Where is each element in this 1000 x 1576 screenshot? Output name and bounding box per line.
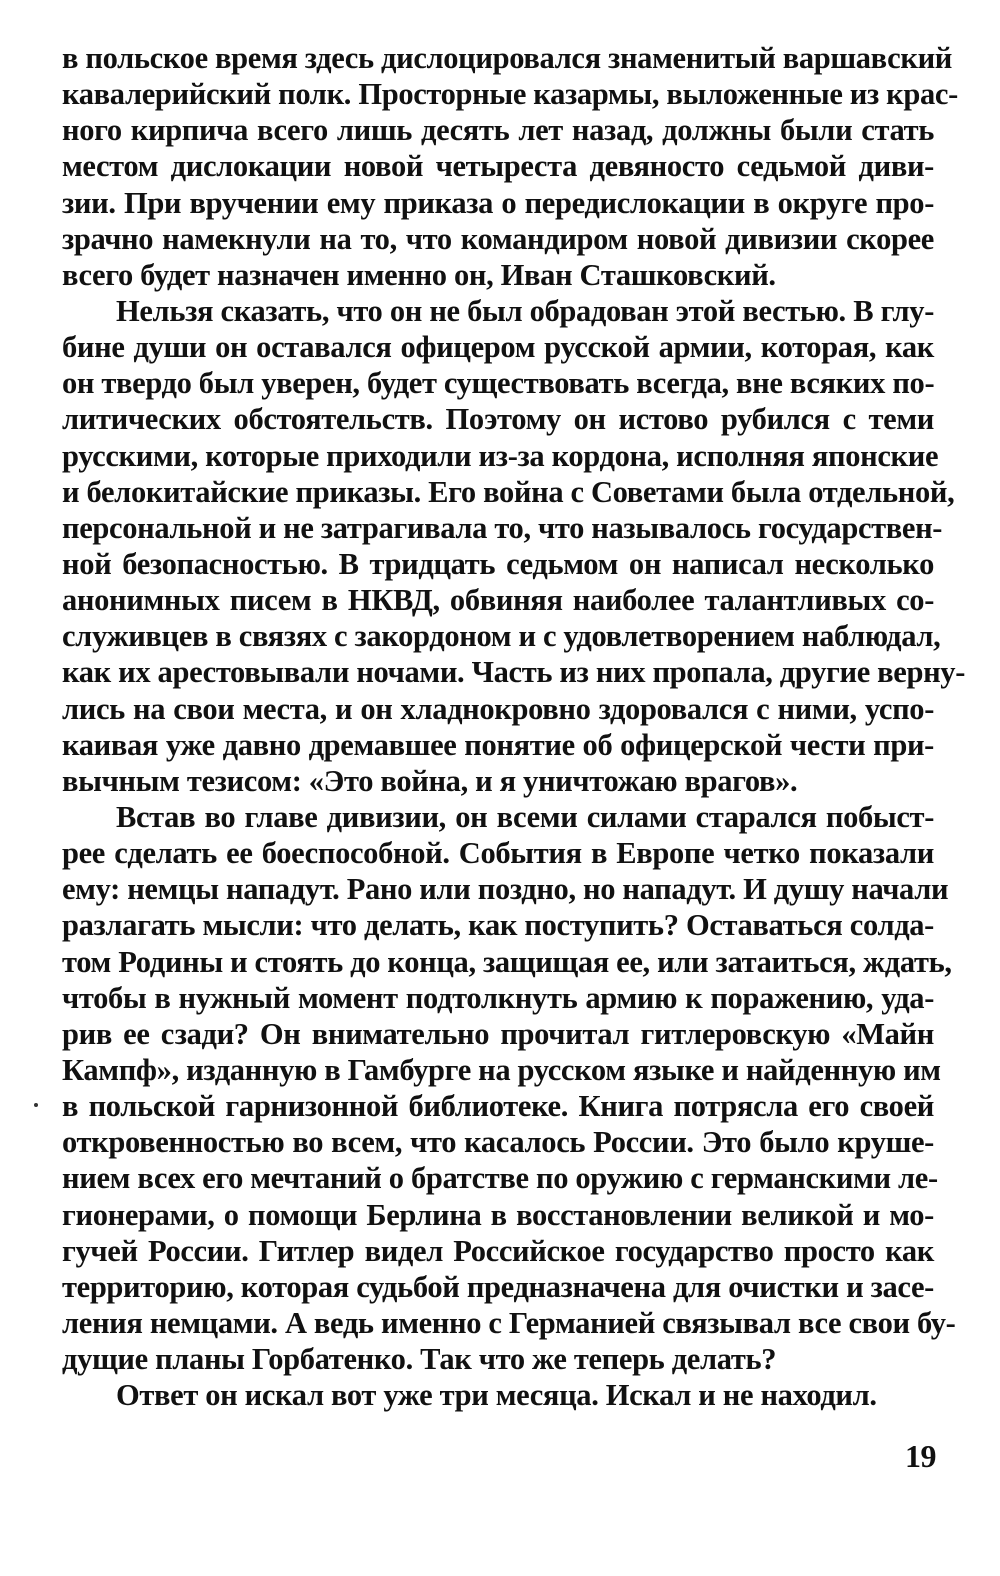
text-line: анонимных писем в НКВД, обвиняя наиболее талантливых со- (62, 583, 934, 618)
text-line: ему: немцы нападут. Рано или поздно, но нападут. И душу начали (62, 872, 949, 907)
text-line: откровенностью во всем, что касалось России. Это было круше- (62, 1125, 934, 1160)
paragraph (62, 799, 956, 1377)
text-line: территорию, которая судьбой предназначена для очистки и засе- (62, 1269, 934, 1304)
paragraph (62, 293, 966, 799)
text-line: гучей России. Гитлер видел Российское государство просто как (62, 1233, 934, 1268)
text-line: разлагать мысли: что делать, как поступить? Оставаться солда- (62, 908, 934, 943)
text-line: ной безопасностью. В тридцать седьмом он написал несколько (62, 546, 934, 581)
text-line: Кампф», изданную в Гамбурге на русском языке и найденную им (62, 1052, 941, 1087)
text-line: местом дислокации новой четыреста девяносто седьмой диви- (62, 149, 934, 184)
text-line: вычным тезисом: «Это война, и я уничтожаю врагов». (62, 763, 798, 798)
text-line: том Родины и стоять до конца, защищая ее, или затаиться, ждать, (62, 944, 952, 979)
text-line: рее сделать ее боеспособной. События в Европе четко показали (62, 836, 934, 871)
text-line: лись на свои места, и он хладнокровно здоровался с ними, успо- (62, 691, 934, 726)
text-line: ного кирпича всего лишь десять лет назад, должны были стать (62, 113, 934, 148)
text-line: и белокитайские приказы. Его война с Советами была отдельной, (62, 474, 955, 509)
text-line: зрачно намекнули на то, что командиром новой дивизии скорее (62, 221, 934, 256)
page-number: 19 (905, 1438, 936, 1474)
text-line: кавалерийский полк. Просторные казармы, выложенные из крас- (62, 77, 958, 112)
text-line: чтобы в нужный момент подтолкнуть армию к поражению, уда- (62, 980, 934, 1015)
text-line: нием всех его мечтаний о братстве по оружию с германскими ле- (62, 1161, 938, 1196)
text-line: Нельзя сказать, что он не был обрадован этой вестью. В глу- (116, 293, 934, 328)
text-line: русскими, которые приходили из-за кордона, исполняя японские (62, 438, 939, 473)
text-line: дущие планы Горбатенко. Так что же теперь делать? (62, 1342, 777, 1377)
paragraph (62, 40, 958, 293)
text-line: каивая уже давно дремавшее понятие об офицерской чести при- (62, 727, 934, 762)
paragraph (62, 1377, 934, 1413)
text-line: служивцев в связях с закордоном и с удовлетворением наблюдал, (62, 619, 941, 654)
text-line: он твердо был уверен, будет существовать всегда, вне всяких по- (62, 366, 935, 401)
text-line: зии. При вручении ему приказа о передислокации в округе про- (62, 185, 934, 220)
scan-speck (34, 1103, 38, 1107)
text-line: персональной и не затрагивала то, что называлось государствен- (62, 510, 943, 545)
text-line: рив ее сзади? Он внимательно прочитал гитлеровскую «Майн (62, 1016, 934, 1051)
text-line: гионерами, о помощи Берлина в восстановлении великой и мо- (62, 1197, 934, 1232)
text-line: в польское время здесь дислоцировался знаменитый варшавский (62, 41, 953, 75)
text-line: Ответ он искал вот уже три месяца. Искал и не находил. (116, 1378, 877, 1413)
text-line: литических обстоятельств. Поэтому он истово рубился с теми (62, 402, 934, 437)
book-page-text (62, 40, 966, 1413)
text-line: всего будет назначен именно он, Иван Сташковский. (62, 257, 776, 292)
text-line: Встав во главе дивизии, он всеми силами старался побыст- (116, 799, 934, 834)
text-line: в польской гарнизонной библиотеке. Книга потрясла его своей (62, 1089, 934, 1124)
text-line: как их арестовывали ночами. Часть из них пропала, другие верну- (62, 655, 966, 690)
text-line: ления немцами. А ведь именно с Германией связывал все свои бу- (62, 1305, 956, 1340)
text-line: бине души он оставался офицером русской армии, которая, как (62, 330, 934, 365)
